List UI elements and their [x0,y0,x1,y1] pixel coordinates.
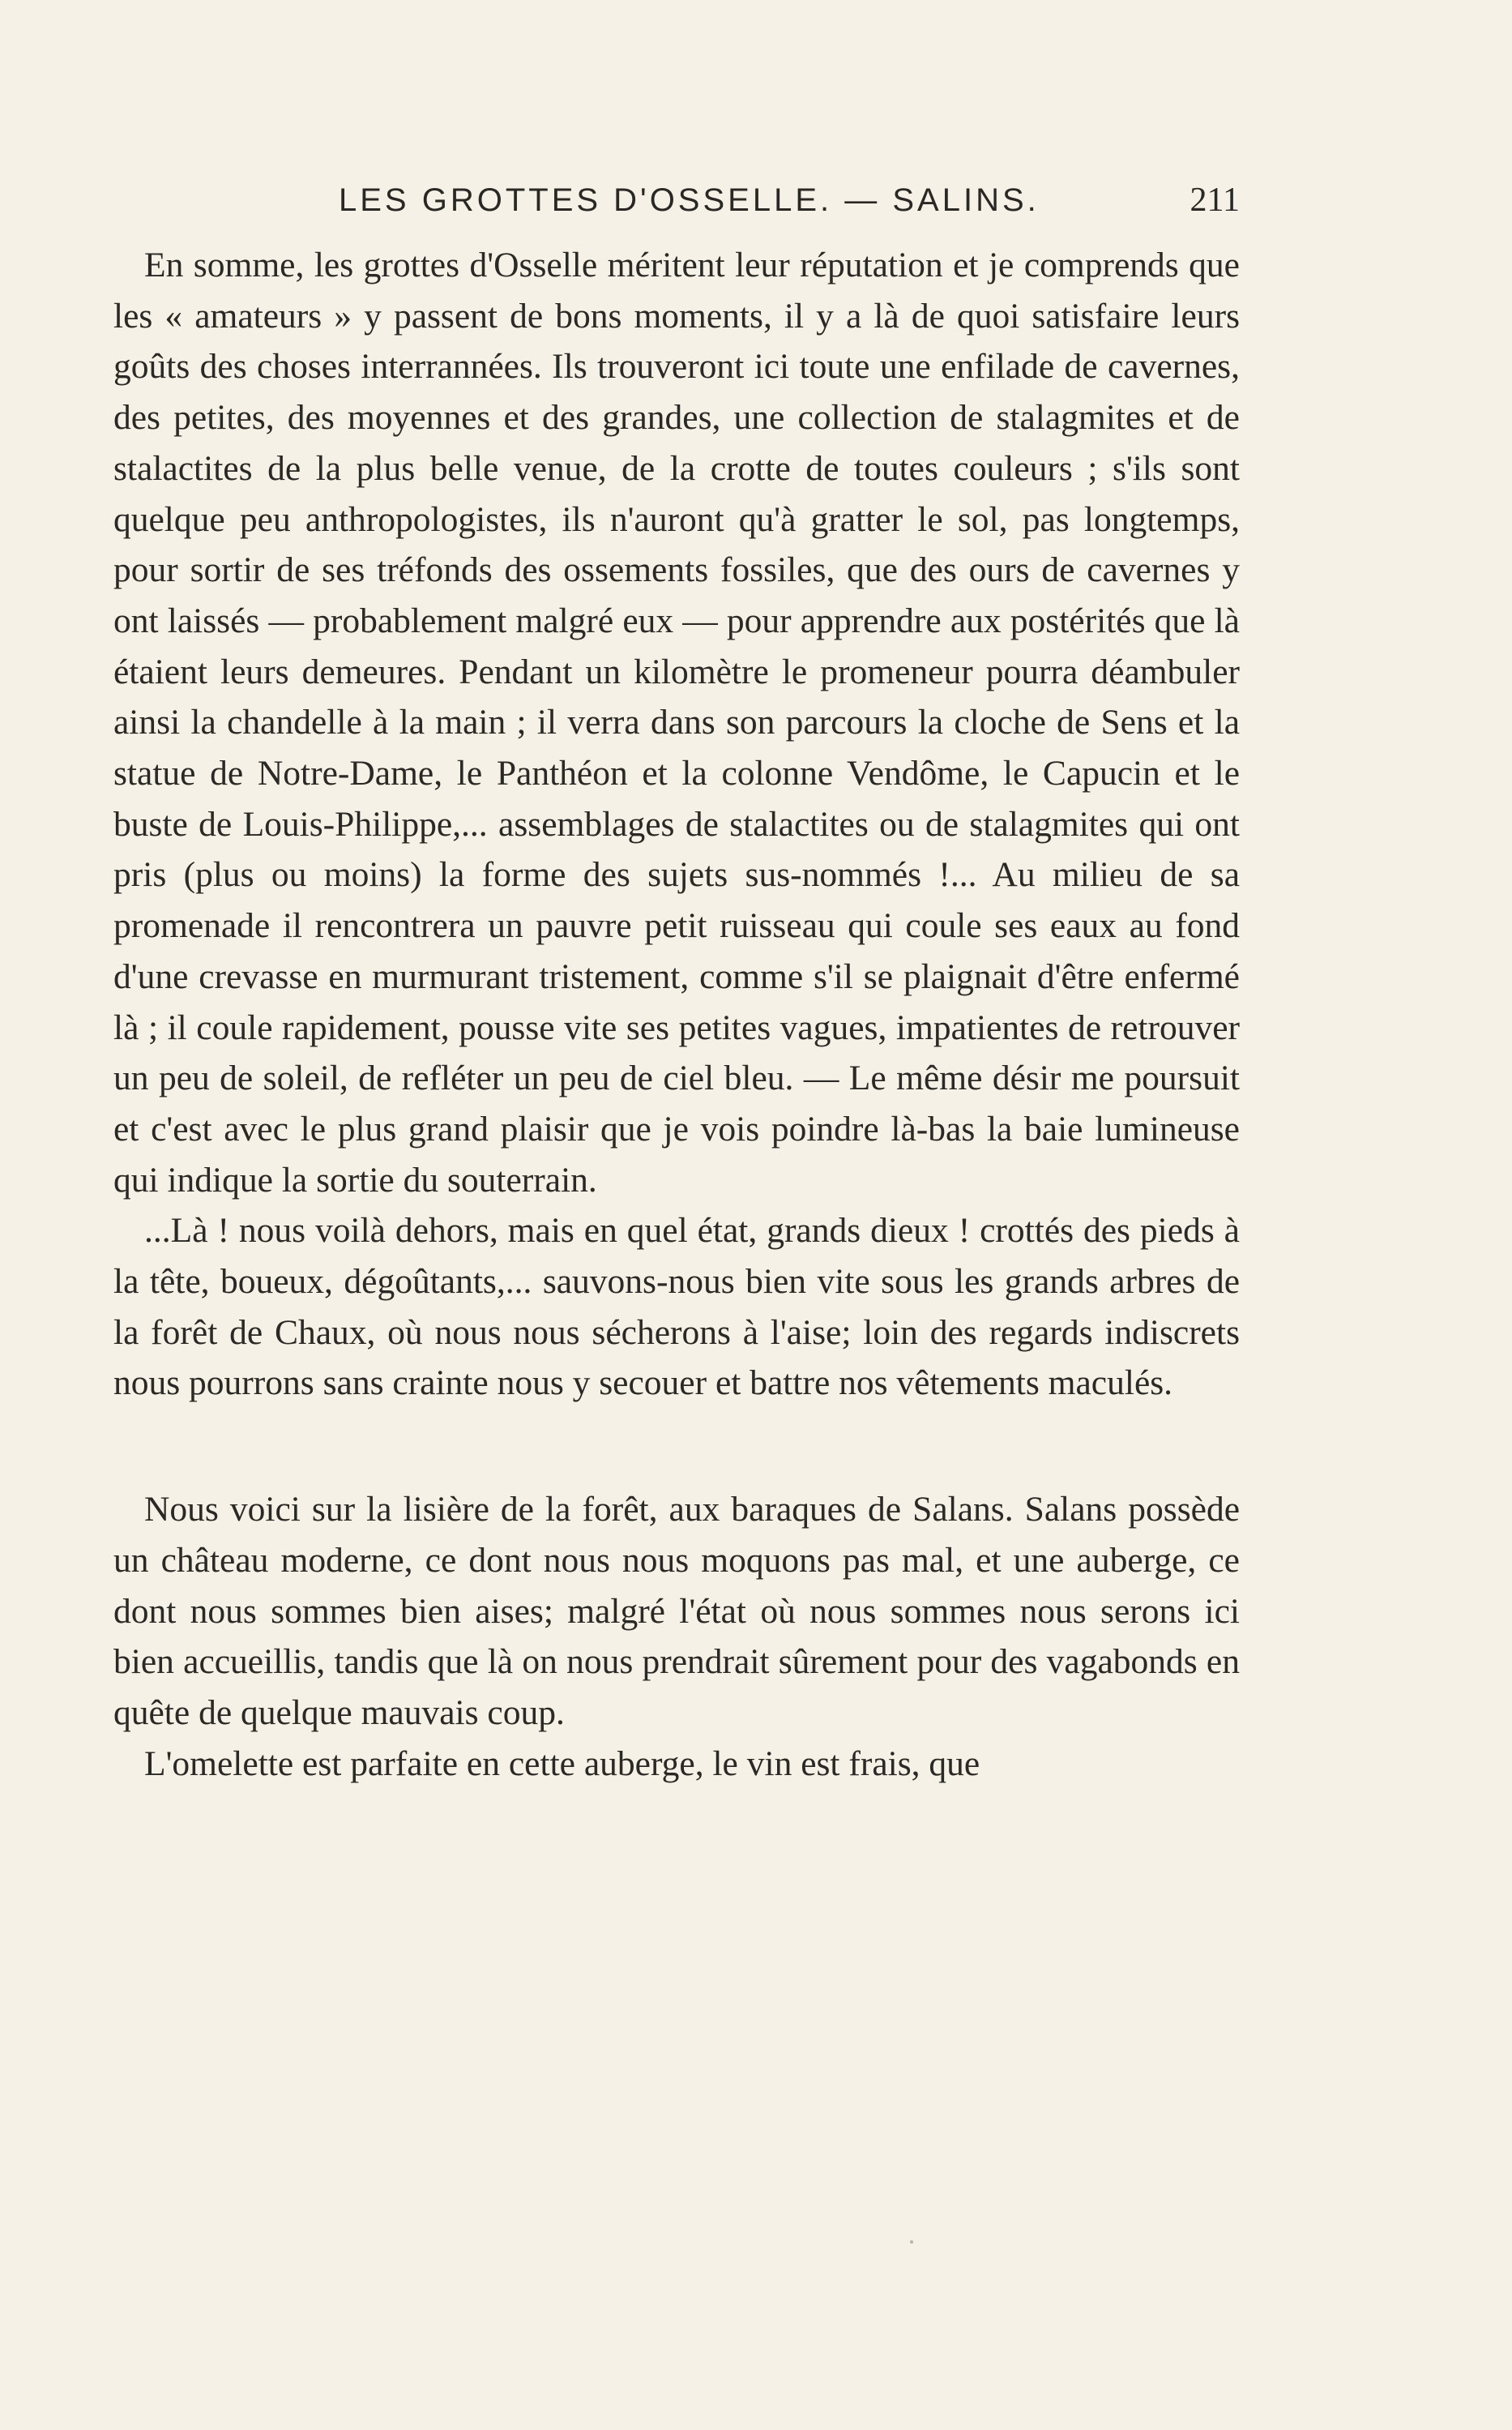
page-number: 211 [1190,182,1240,219]
paragraph-omelette: L'omelette est parfaite en cette auberge, le vin est frais, que [144,1743,980,1783]
paragraph-exit: ...Là ! nous voilà dehors, mais en quel état, grands dieux ! crottés des pieds à la tête, boueux, dégoûtants,... sauvons-nous bien vite sous les grands arbres de la forêt de Chaux, où nous nous sécherons à l'aise; loin des regards indiscrets nous pourrons sans crainte nous y secouer et battre nos vêtements maculés. [113,1211,1240,1403]
paragraph-osselle-caves: En somme, les grottes d'Osselle méritent leur réputation et je comprends que les « amateurs » y passent de bons moments, il y a là de quoi satisfaire leurs goûts des choses interrannées. Ils trouveront ici toute une enfilade de cavernes, des petites, des moyennes et des grandes, une collection de stalagmites et de stalactites de la plus belle venue, de la crotte de toutes couleurs ; s'ils sont quelque peu anthropologistes, ils n'auront qu'à gratter le sol, pas longtemps, pour sortir de ses tréfonds des ossements fossiles, que des ours de cavernes y ont laissés — probablement malgré eux — pour apprendre aux postérités que là étaient leurs demeures. Pendant un kilomètre le promeneur pourra déambuler ainsi la chandelle à la main ; il verra dans son parcours la cloche de Sens et la statue de Notre-Dame, le Panthéon et la colonne Vendôme, le Capucin et le buste de Louis-Philippe,... assemblages de stalactites ou de stalagmites qui ont pris (plus ou moins) la forme des sujets sus-nommés !... Au milieu de sa promenade il rencontrera un pauvre petit ruisseau qui coule ses eaux au fond d'une crevasse en murmurant tristement, comme s'il se plaignait d'être enfermé là ; il coule rapidement, pousse vite ses petites vagues, impatientes de retrouver un peu de soleil, de refléter un peu de ciel bleu. — Le même désir me poursuit et c'est avec le plus grand plaisir que je vois poindre là-bas la baie lumineuse qui indique la sortie du souterrain. [113,246,1240,1200]
running-title: LES GROTTES D'OSSELLE. — SALINS. [339,182,1040,218]
body-text [113,240,1240,1789]
paragraph-salans: Nous voici sur la lisière de la forêt, aux baraques de Salans. Salans possède un château moderne, ce dont nous nous moquons pas mal, et une auberge, ce dont nous sommes bien aises; malgré l'état où nous sommes nous serons ici bien accueillis, tandis que là on nous prendrait sûrement pour des vagabonds en quête de quelque mauvais coup. [113,1490,1240,1732]
running-header [113,180,1240,229]
paper-speck [910,2240,913,2244]
